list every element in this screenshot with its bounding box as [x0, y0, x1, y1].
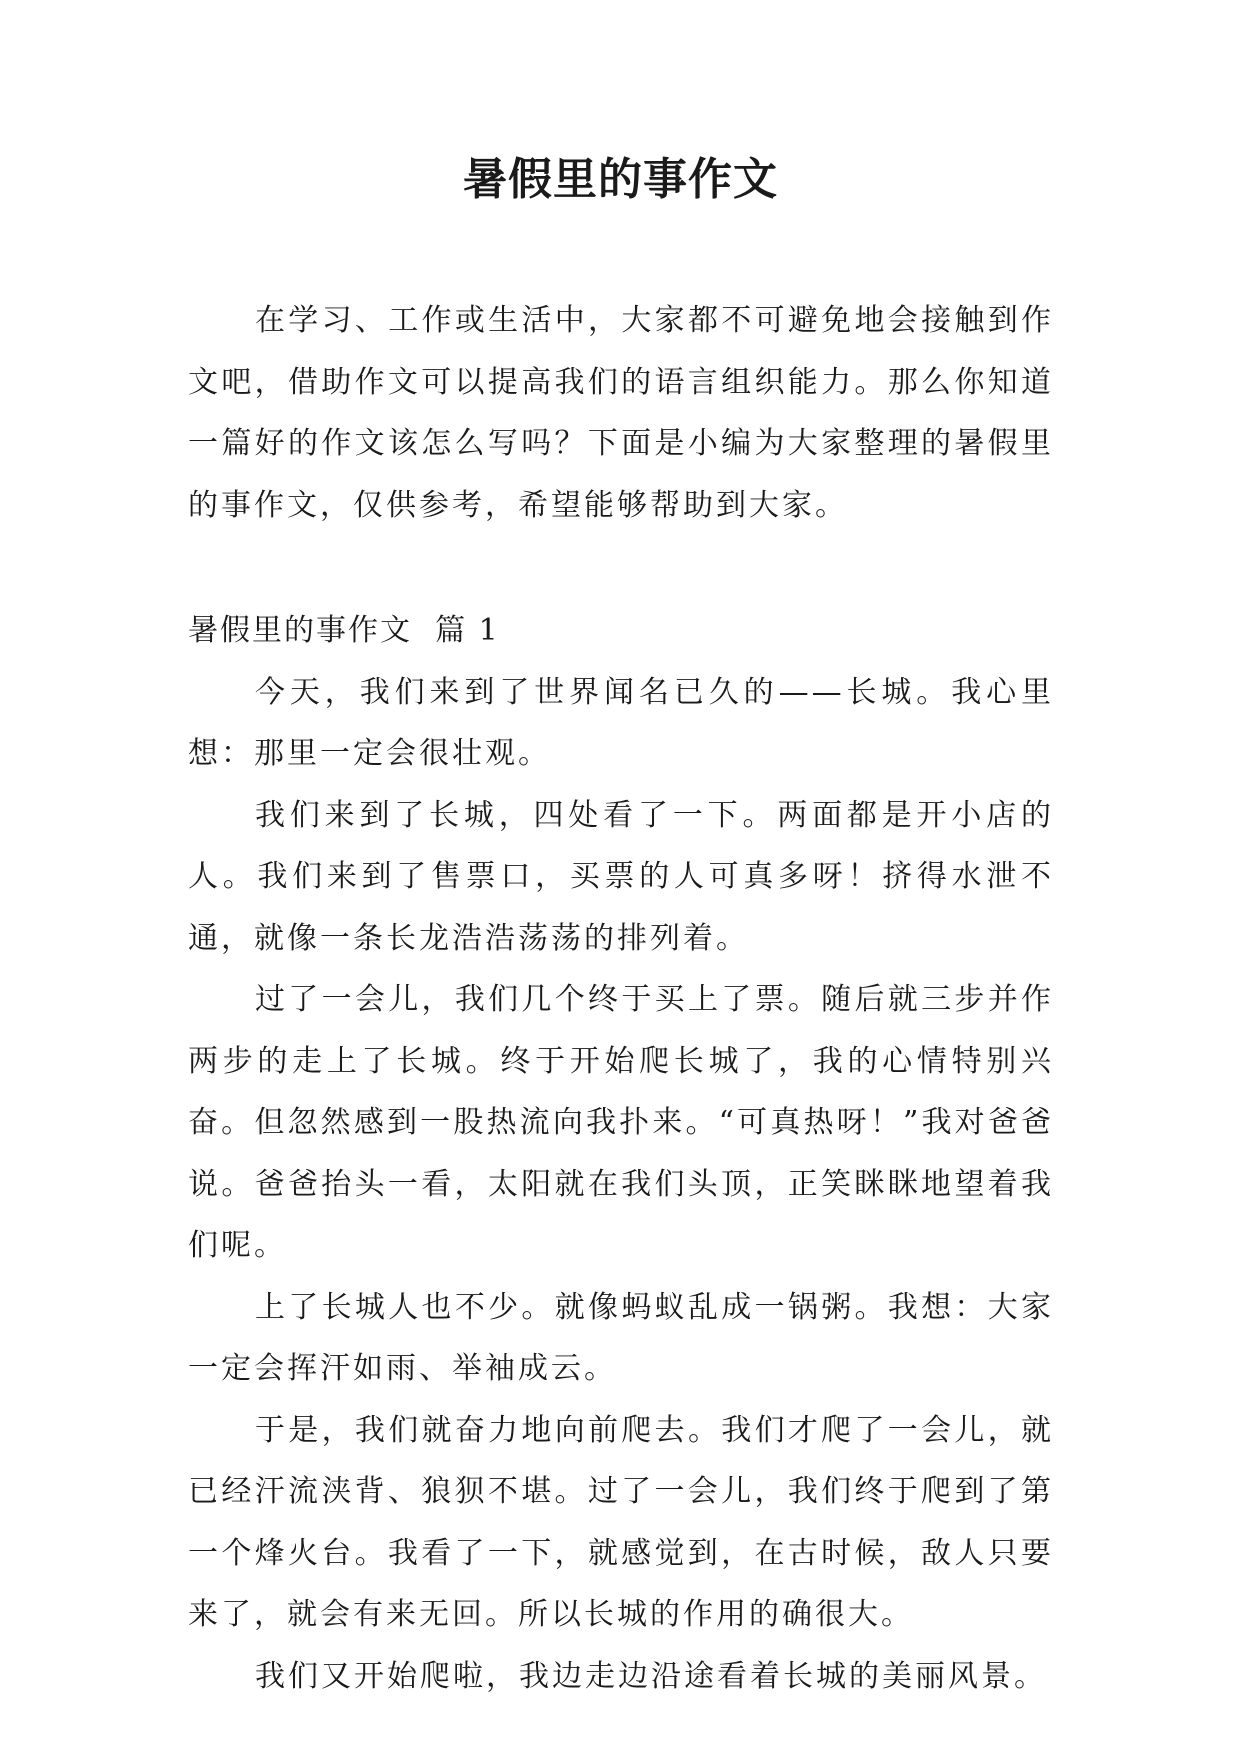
- section-heading: 暑假里的事作文 篇 1: [188, 613, 500, 648]
- essay-paragraph: 于是，我们就奋力地向前爬去。我们才爬了一会儿，就已经汗流浃背、狼狈不堪。过了一会儿，我们终于爬到了第一个烽火台。我看了一下，就感觉到，在古时候，敌人只要来了，就会有来无回。所以长城的作用的确很大。: [188, 1412, 1054, 1632]
- essay-paragraph: 过了一会儿，我们几个终于买上了票。随后就三步并作两步的走上了长城。终于开始爬长城了，我的心情特别兴奋。但忽然感到一股热流向我扑来。“可真热呀！”我对爸爸说。爸爸抬头一看，太阳就在我们头顶，正笑眯眯地望着我们呢。: [188, 982, 1054, 1263]
- essay-paragraph: 我们又开始爬啦，我边走边沿途看着长城的美丽风景。: [255, 1658, 1047, 1694]
- essay-paragraph: 今天，我们来到了世界闻名已久的——长城。我心里想：那里一定会很壮观。: [188, 674, 1054, 771]
- document-title: 暑假里的事作文: [463, 154, 778, 205]
- essay-paragraph: 我们来到了长城，四处看了一下。两面都是开小店的人。我们来到了售票口，买票的人可真多呀！挤得水泄不通，就像一条长龙浩浩荡荡的排列着。: [188, 797, 1054, 956]
- essay-paragraph: 上了长城人也不少。就像蚂蚁乱成一锅粥。我想：大家一定会挥汗如雨、举袖成云。: [188, 1289, 1054, 1386]
- document-body: [188, 290, 1054, 1707]
- intro-paragraph: 在学习、工作或生活中，大家都不可避免地会接触到作文吧，借助作文可以提高我们的语言组织能力。那么你知道一篇好的作文该怎么写吗？下面是小编为大家整理的暑假里的事作文，仅供参考，希望能够帮助到大家。: [188, 303, 1054, 523]
